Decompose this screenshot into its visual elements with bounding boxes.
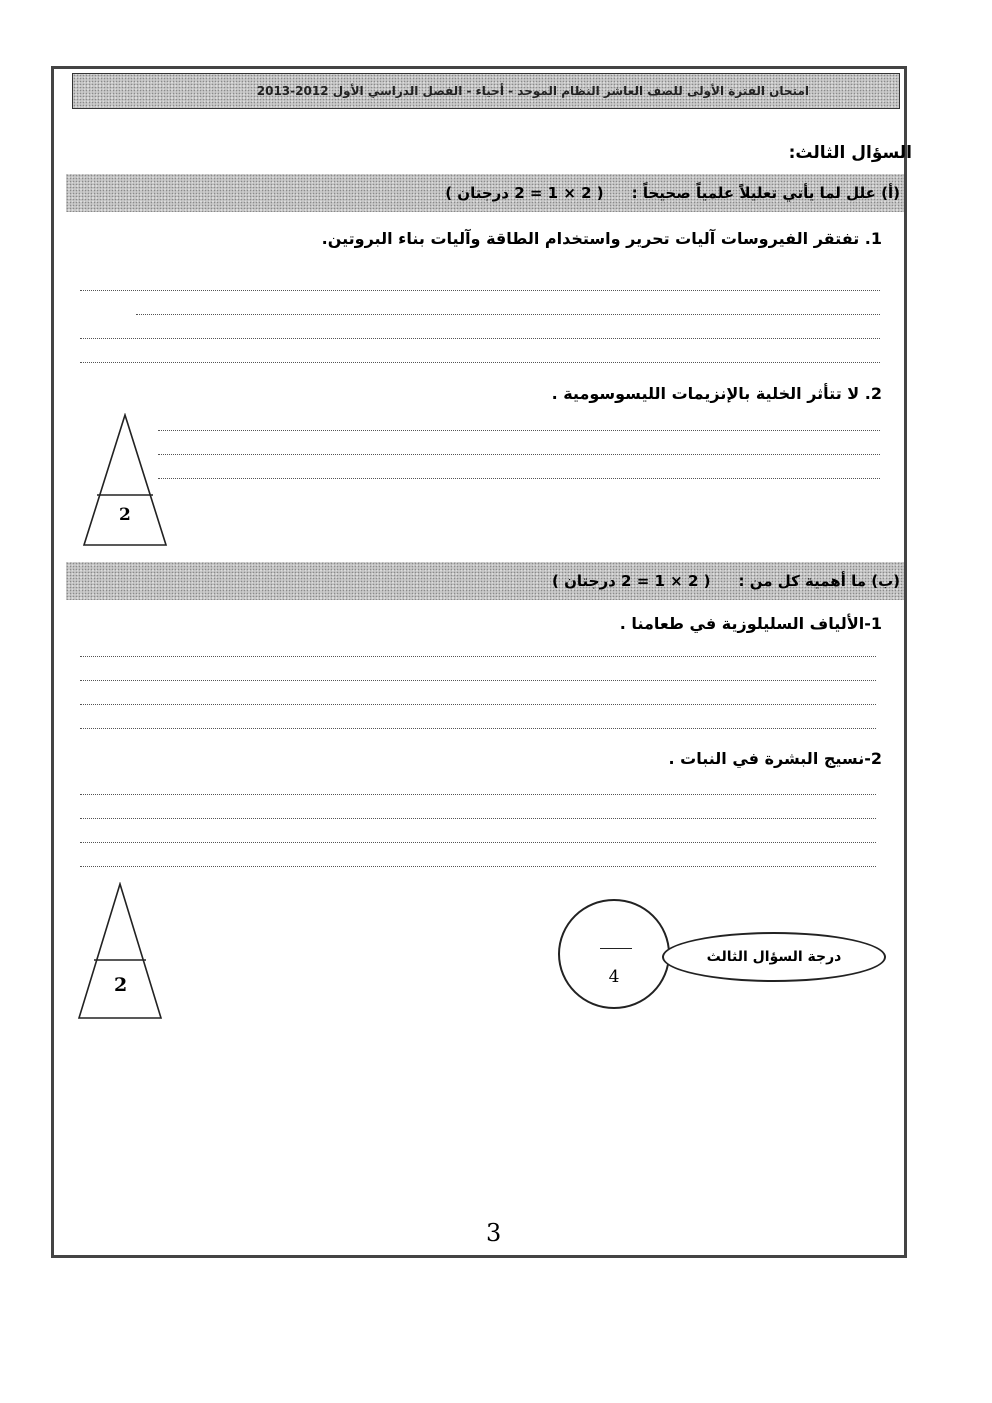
part-a-item-1: 1. تفتقر الفيروسات آليات تحرير واستخدام الطاقة وآليات بناء البروتين. xyxy=(321,229,882,248)
answer-line[interactable] xyxy=(80,842,876,843)
score-triangle-b xyxy=(77,882,163,1020)
score-fraction-bar xyxy=(600,948,632,949)
question-title: السؤال الثالث: xyxy=(788,143,912,163)
answer-line[interactable] xyxy=(80,794,876,795)
question-score-total: 4 xyxy=(608,967,620,987)
answer-line[interactable] xyxy=(158,478,880,479)
part-b-item-2: 2-نسيج البشرة في النبات . xyxy=(668,749,882,768)
part-b-header xyxy=(66,562,904,600)
part-b-marks: ( 2 × 1 = 2 درجتان ) xyxy=(552,572,711,590)
score-triangle-a xyxy=(82,413,168,547)
part-a-label: (أ) علل لما يأتي تعليلاً علمياً صحيحاً : xyxy=(631,184,900,202)
answer-line[interactable] xyxy=(80,338,880,339)
answer-line[interactable] xyxy=(80,728,876,729)
question-score-label-oval xyxy=(662,932,886,982)
question-score-circle xyxy=(558,899,670,1009)
answer-line[interactable] xyxy=(158,454,880,455)
answer-line[interactable] xyxy=(80,680,876,681)
answer-line[interactable] xyxy=(80,818,876,819)
answer-line[interactable] xyxy=(80,656,876,657)
part-a-marks: ( 2 × 1 = 2 درجتان ) xyxy=(445,184,604,202)
answer-line[interactable] xyxy=(80,866,876,867)
answer-line[interactable] xyxy=(80,362,880,363)
answer-line[interactable] xyxy=(158,430,880,431)
score-value-a: 2 xyxy=(119,505,131,525)
exam-header xyxy=(72,73,900,109)
part-a-header xyxy=(66,174,904,212)
answer-line[interactable] xyxy=(136,314,880,315)
part-b-label: (ب) ما أهمية كل من : xyxy=(738,572,900,590)
page-number: 3 xyxy=(486,1219,502,1247)
answer-line[interactable] xyxy=(80,704,876,705)
part-a-item-2: 2. لا تتأثر الخلية بالإنزيمات الليسوسومية . xyxy=(551,384,882,403)
score-value-b: 2 xyxy=(114,974,128,996)
question-score-label: درجة السؤال الثالث xyxy=(706,949,842,965)
answer-line[interactable] xyxy=(80,290,880,291)
part-b-item-1: 1-الألياف السليلوزية في طعامنا . xyxy=(619,614,882,633)
exam-header-text: امتحان الفترة الأولى للصف العاشر النظام الموحد - أحياء - الفصل الدراسي الأول 2012-2013 xyxy=(256,84,809,98)
